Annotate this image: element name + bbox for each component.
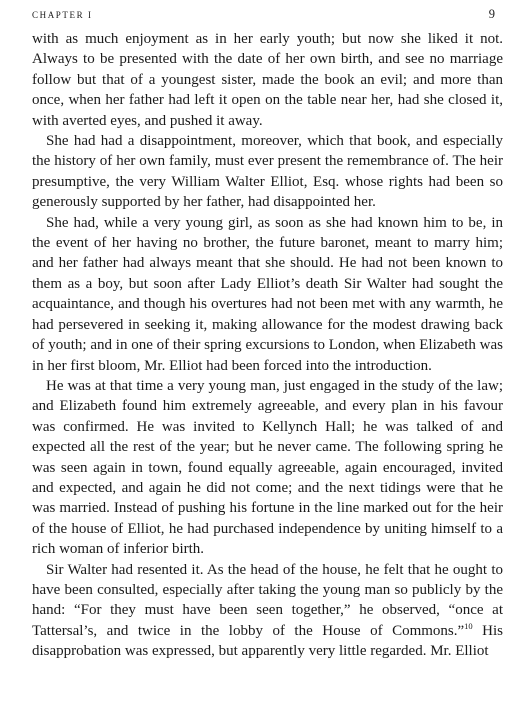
footnote-marker: 10: [464, 620, 473, 631]
paragraph-5: [32, 560, 503, 662]
paragraph-2: She had had a disappointment, moreover, which that book, and especially the history of her own family, must ever present the remembrance of. The heir presumptive, the very William Walter Elliot, Esq. whose rights had been so generously supported by her father, had disappointed her.: [32, 133, 503, 211]
paragraph-1: with as much enjoyment as in her early youth; but now she liked it not. Always to be presented with the date of her own birth, and see no marriage follow but that of a youngest sister, made the book an evil; and more than once, when her father had left it open on the table near her, had she closed it, with averted eyes, and pushed it away.: [32, 31, 503, 129]
paragraph-5-text-after-note: His disapprobation was expressed, but apparently very little regarded. Mr. Elliot: [32, 622, 503, 660]
page-number: 9: [488, 7, 495, 21]
paragraph-3: She had, while a very young girl, as soon as she had known him to be, in the event of her having no brother, the future baronet, meant to marry him; and her father had always meant that she should. He had not been known to them as a boy, but soon after Lady Elliot’s death Sir Walter had sought the acquaintance, and though his overtures had not been met with any warmth, he had persevered in seeking it, making allowance for the modest drawing back of youth; and in one of their spring excursions to London, when Elizabeth was in her first bloom, Mr. Elliot had been forced into the introduction.: [32, 214, 503, 374]
chapter-label: CHAPTER I: [32, 10, 93, 20]
running-head: [32, 7, 495, 29]
paragraph-4: He was at that time a very young man, just engaged in the study of the law; and Elizabeth found him extremely agreeable, and every plan in his favour was confirmed. He was invited to Kellynch Hall; he was talked of and expected all the rest of the year; but he never came. The following spring he was seen again in town, found equally agreeable, again encouraged, invited and expected, and again he did not come; and the next tidings were that he was married. Instead of pushing his fortune in the line marked out for the heir of the house of Elliot, he had purchased independence by uniting himself to a rich woman of inferior birth.: [32, 377, 503, 558]
body-text: [32, 29, 503, 662]
paragraph-5-text-before-note: Sir Walter had resented it. As the head of the house, he felt that he ought to have been consulted, especially after taking the young man so publicly by the hand: “For they must have been seen together,” he observed, “once at Tattersal’s, and twice in the lobby of the House of Commons.”: [32, 561, 503, 639]
